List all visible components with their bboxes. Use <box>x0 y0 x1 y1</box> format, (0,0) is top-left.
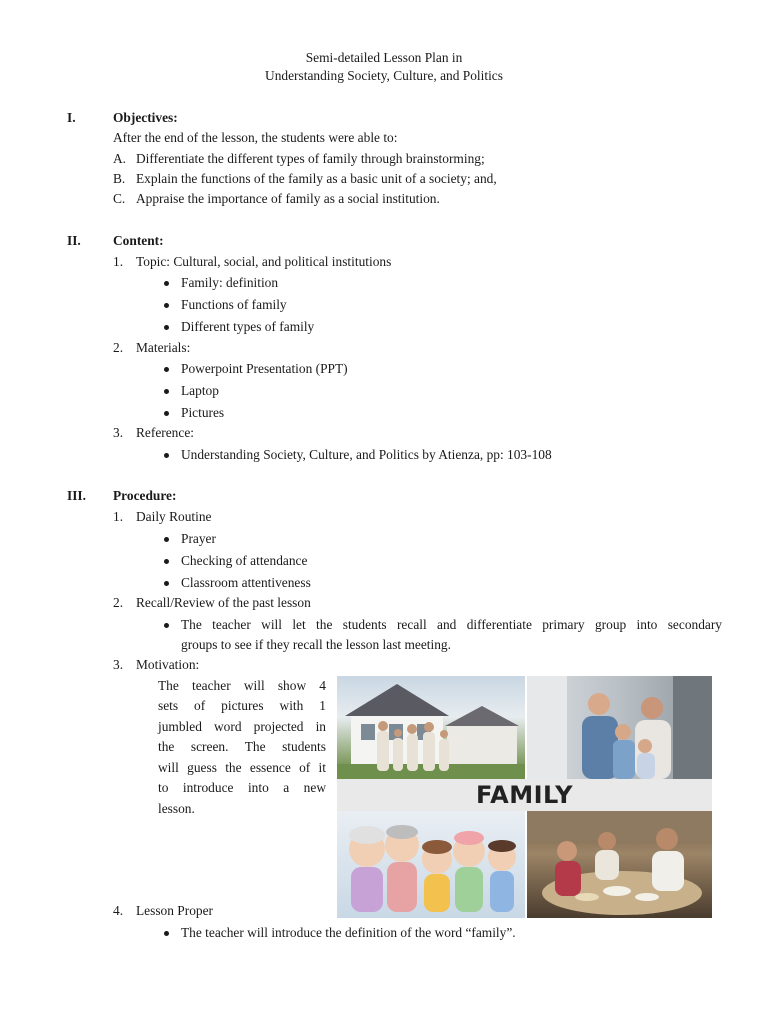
family-collage-image <box>337 676 712 918</box>
motivation-line: lesson. <box>158 801 195 816</box>
motivation-line: to introduce into a new <box>158 780 326 795</box>
procedure-item-marker: 2. <box>113 595 124 610</box>
content-item-marker: 2. <box>113 340 124 355</box>
bullet-dot <box>164 623 169 628</box>
family-house-photo <box>337 676 525 779</box>
bullet-dot <box>164 389 169 394</box>
content-item-marker: 3. <box>113 425 124 440</box>
bullet-item: Checking of attendance <box>181 553 308 568</box>
bullet-item: Laptop <box>181 383 219 398</box>
recall-bullet-line1: The teacher will let the students recall and differentiate primary group into secondary <box>181 617 722 632</box>
section-numeral-content: II. <box>67 233 81 248</box>
section-numeral-objectives: I. <box>67 110 76 125</box>
section-numeral-procedure: III. <box>67 488 86 503</box>
bullet-item: Classroom attentiveness <box>181 575 311 590</box>
bullet-dot <box>164 303 169 308</box>
content-item-topic: Topic: Cultural, social, and political institutions <box>136 254 392 269</box>
objectives-intro: After the end of the lesson, the students were able to: <box>113 130 398 145</box>
document-title-line1: Semi-detailed Lesson Plan in <box>305 50 463 65</box>
procedure-item-lesson-proper: Lesson Proper <box>136 903 213 918</box>
procedure-item-recall: Recall/Review of the past lesson <box>136 595 311 610</box>
lesson-proper-bullet: The teacher will introduce the definition of the word “family”. <box>181 925 516 940</box>
objective-item: Differentiate the different types of family through brainstorming; <box>136 151 485 166</box>
bullet-dot <box>164 931 169 936</box>
objective-marker: A. <box>113 151 127 166</box>
section-heading-procedure: Procedure: <box>113 488 177 503</box>
bullet-item: Different types of family <box>181 319 315 334</box>
objective-item: Explain the functions of the family as a basic unit of a society; and, <box>136 171 497 186</box>
objective-item: Appraise the importance of family as a social institution. <box>136 191 440 206</box>
bullet-item: Understanding Society, Culture, and Politics by Atienza, pp: 103-108 <box>181 447 552 462</box>
content-item-materials: Materials: <box>136 340 191 355</box>
family-dining-photo <box>527 811 712 918</box>
family-word: FAMILY <box>476 781 573 809</box>
bullet-dot <box>164 325 169 330</box>
bullet-item: Pictures <box>181 405 225 420</box>
motivation-line: will guess the essence of it <box>158 760 326 775</box>
bullet-dot <box>164 411 169 416</box>
bullet-item: Powerpoint Presentation (PPT) <box>181 361 348 376</box>
family-indoor-photo <box>527 676 712 779</box>
procedure-item-motivation: Motivation: <box>136 657 200 672</box>
motivation-line: the screen. The students <box>158 739 326 754</box>
cartoon-family-illustration <box>337 811 525 918</box>
bullet-dot <box>164 559 169 564</box>
bullet-dot <box>164 581 169 586</box>
bullet-item: Family: definition <box>181 275 279 290</box>
section-heading-objectives: Objectives: <box>113 110 178 125</box>
document-title-line2: Understanding Society, Culture, and Politics <box>265 68 503 83</box>
bullet-item: Prayer <box>181 531 216 546</box>
objective-marker: B. <box>113 171 126 186</box>
motivation-line: The teacher will show 4 <box>158 678 326 693</box>
recall-bullet-line2: groups to see if they recall the lesson last meeting. <box>181 637 451 652</box>
procedure-item-marker: 1. <box>113 509 124 524</box>
content-item-reference: Reference: <box>136 425 194 440</box>
bullet-dot <box>164 367 169 372</box>
procedure-item-daily-routine: Daily Routine <box>136 509 212 524</box>
bullet-item: Functions of family <box>181 297 287 312</box>
motivation-line: sets of pictures with 1 <box>158 698 326 713</box>
bullet-dot <box>164 537 169 542</box>
objective-marker: C. <box>113 191 126 206</box>
section-heading-content: Content: <box>113 233 164 248</box>
content-item-marker: 1. <box>113 254 124 269</box>
procedure-item-marker: 4. <box>113 903 124 918</box>
bullet-dot <box>164 453 169 458</box>
motivation-line: jumbled word projected in <box>158 719 326 734</box>
family-word-banner <box>337 779 712 811</box>
procedure-item-marker: 3. <box>113 657 124 672</box>
bullet-dot <box>164 281 169 286</box>
